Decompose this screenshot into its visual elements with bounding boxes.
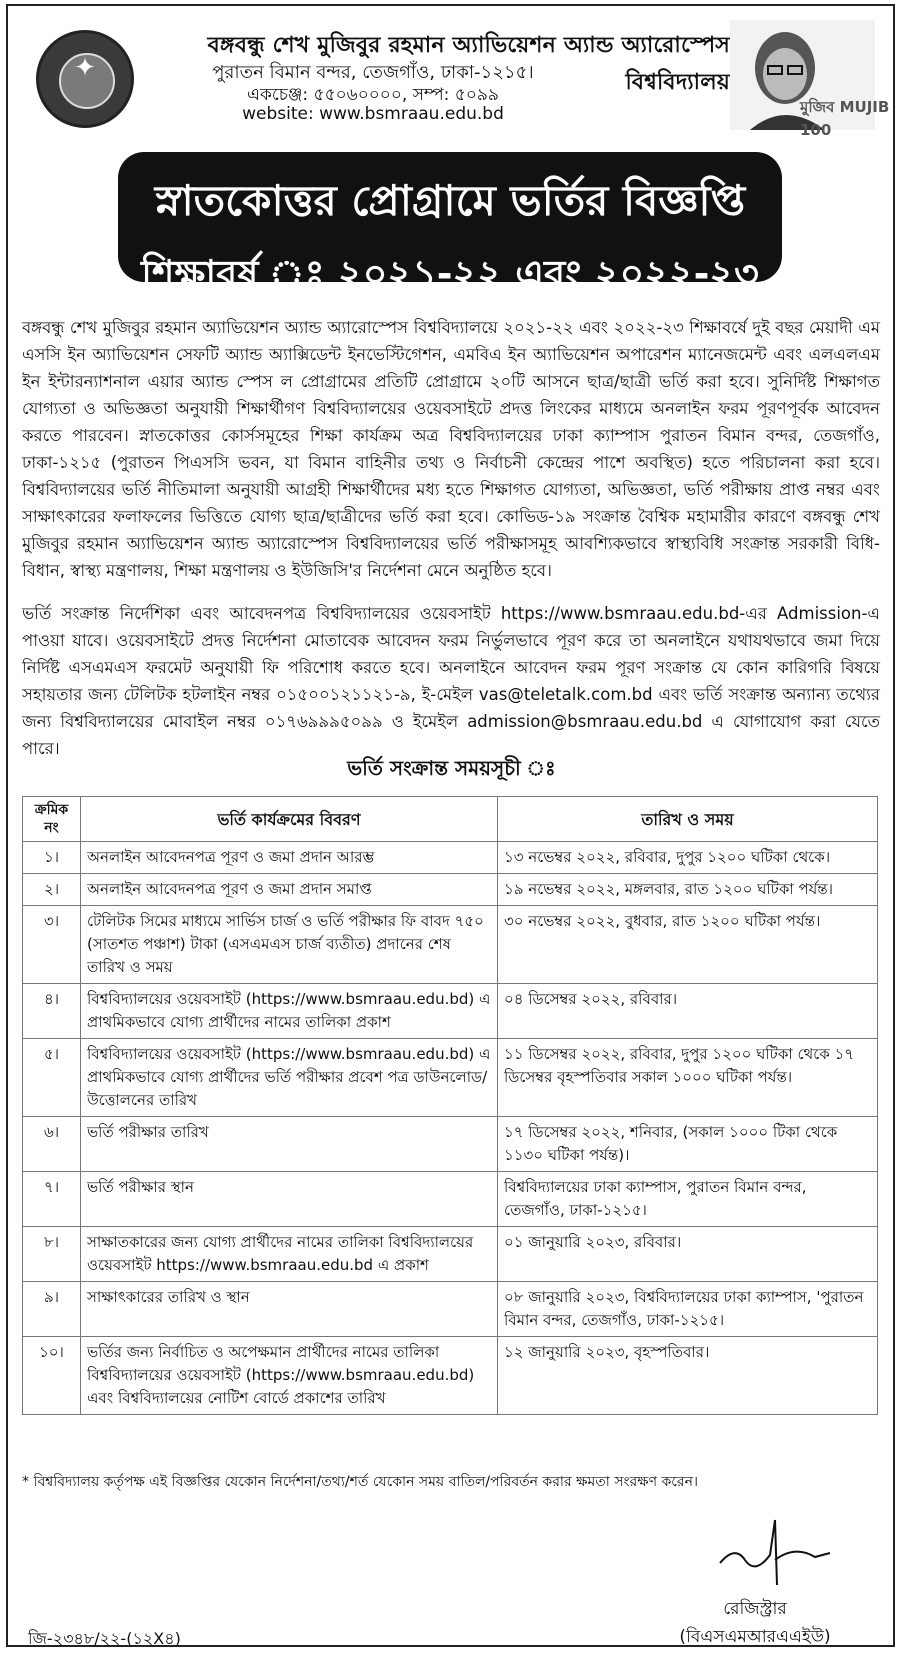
row-serial: ৫। [23, 1039, 81, 1117]
table-row [23, 1172, 878, 1227]
seal-star-icon: ✦ [74, 53, 96, 83]
row-description: সাক্ষাৎকারের তারিখ ও স্থান [81, 1282, 498, 1337]
disclaimer-note: * বিশ্ববিদ্যালয় কর্তৃপক্ষ এই বিজ্ঞপ্তির যেকোন নির্দেশনা/তথ্য/শর্ত যেকোন সময় বাতিল/পরিবর্তন করার ক্ষমতা সংরক্ষণ করেন। [22, 1474, 698, 1490]
row-serial: ২। [23, 874, 81, 906]
table-row [23, 1282, 878, 1337]
table-row [23, 1117, 878, 1172]
row-serial: ৩। [23, 906, 81, 984]
row-serial: ১। [23, 842, 81, 874]
row-serial: ৪। [23, 984, 81, 1039]
application-instructions-paragraph: ভর্তি সংক্রান্ত নির্দেশিকা এবং আবেদনপত্র বিশ্ববিদ্যালয়ের ওয়েবসাইট https://www.bsmraau.edu.bd-এর Admission-এ পাওয়া যাবে। ওয়েবসাইটে প্রদত্ত নির্দেশনা মোতাবেক আবেদন ফরম নির্ভুলভাবে পূরণ করে তা অনলাইনে যথাযথভাবে জমা দিয়ে নির্দিষ্ট এসএমএস ফরমেট অনুযায়ী ফি পরিশোধ করতে হবে। অনলাইনে আবেদন ফরম পূরণ সংক্রান্ত যে কোন কারিগরি বিষয়ে সহায়তার জন্য টেলিটক হটলাইন নম্বর ০১৫০০১২১১২১-৯, ই-মেইল vas@teletalk.com.bd এবং ভর্তি সংক্রান্ত অন্যান্য তথ্যের জন্য বিশ্ববিদ্যালয়ের মোবাইল নম্বর ০১৭৬৯৯৯৫০৯৯ ও ইমেইল admission@bsmraau.edu.bd এ যোগাযোগ করা যেতে পারে। [22, 604, 880, 758]
signatory-title: রেজিস্ট্রার [723, 1599, 787, 1619]
academic-year: শিক্ষাবর্ষ ঃ ২০২১-২২ এবং ২০২২-২৩ [141, 252, 759, 296]
row-serial: ৬। [23, 1117, 81, 1172]
row-date: ১৭ ডিসেম্বর ২০২২, শনিবার, (সকাল ১০০০ টিকা থেকে ১১৩০ ঘটিকা পর্যন্ত)। [498, 1117, 878, 1172]
row-description: অনলাইন আবেদনপত্র পূরণ ও জমা প্রদান সমাপ্ত [81, 874, 498, 906]
row-description: বিশ্ববিদ্যালয়ের ওয়েবসাইট (https://www.bsmraau.edu.bd) এ প্রাথমিকভাবে যোগ্য প্রার্থীদের নামের তালিকা প্রকাশ [81, 984, 498, 1039]
table-row [23, 1227, 878, 1282]
letterhead [0, 0, 903, 139]
registrar-signature-image [715, 1515, 835, 1590]
schedule-title: ভর্তি সংক্রান্ত সময়সূচী ঃ [347, 756, 556, 780]
notice-reference-number: জি-২৩৪৮/২২-(১২X৪) [28, 1629, 181, 1648]
table-header-row [23, 797, 878, 842]
university-seal-logo [36, 30, 134, 128]
table-row [23, 984, 878, 1039]
row-serial: ৯। [23, 1282, 81, 1337]
signatory-organization: (বিএসএমআরএএইউ) [679, 1627, 831, 1647]
notice-title-banner [118, 152, 782, 296]
table-row [23, 874, 878, 906]
row-date: ০৮ জানুয়ারি ২০২৩, বিশ্ববিদ্যালয়ের ঢাকা ক্যাম্পাস, 'পুরাতন বিমান বন্দর, তেজগাঁও, ঢাকা-১২১৫। [498, 1282, 878, 1337]
row-date: ১১ ডিসেম্বর ২০২২, রবিবার, দুপুর ১২০০ ঘটিকা থেকে ১৭ ডিসেম্বর বৃহস্পতিবার সকাল ১০০০ ঘটিকা পর্যন্ত। [498, 1039, 878, 1117]
row-date: ০১ জানুয়ারি ২০২৩, রবিবার। [498, 1227, 878, 1282]
university-website: website: www.bsmraau.edu.bd [242, 104, 504, 124]
row-description: ভর্তি পরীক্ষার স্থান [81, 1172, 498, 1227]
notice-title: স্নাতকোত্তর প্রোগ্রামে ভর্তির বিজ্ঞপ্তি [154, 176, 746, 225]
row-serial: ১০। [23, 1337, 81, 1415]
row-description: ভর্তি পরীক্ষার তারিখ [81, 1117, 498, 1172]
row-description: ভর্তির জন্য নির্বাচিত ও অপেক্ষমান প্রার্থীদের নামের তালিকা বিশ্ববিদ্যালয়ের ওয়েবসাইট (https://www.bsmraau.edu.bd) এবং বিশ্ববিদ্যালয়ের নোটিশ বোর্ডে প্রকাশের তারিখ [81, 1337, 498, 1415]
row-date: ১৯ নভেম্বর ২০২২, মঙ্গলবার, রাত ১২০০ ঘটিকা পর্যন্ত। [498, 874, 878, 906]
row-description: অনলাইন আবেদনপত্র পূরণ ও জমা প্রদান আরম্ভ [81, 842, 498, 874]
table-row [23, 906, 878, 984]
header-serial: ক্রমিক নং [23, 797, 81, 842]
university-name: বঙ্গবন্ধু শেখ মুজিবুর রহমান অ্যাভিয়েশন অ্যান্ড অ্যারোস্পেস বিশ্ববিদ্যালয় [207, 33, 730, 95]
row-date: ১৩ নভেম্বর ২০২২, রবিবার, দুপুর ১২০০ ঘটিকা থেকে। [498, 842, 878, 874]
university-phone: একচেঞ্জ: ৫৫০৬০০০০, সম্প: ৫০৯৯ [247, 85, 499, 105]
row-description: টেলিটক সিমের মাধ্যমে সার্ভিস চার্জ ও ভর্তি পরীক্ষার ফি বাবদ ৭৫০ (সাতশত পঞ্চাশ) টাকা (এসএমএস চার্জ ব্যতীত) প্রদানের শেষ তারিখ ও সময় [81, 906, 498, 984]
header-description: ভর্তি কার্যক্রমের বিবরণ [81, 797, 498, 842]
row-date: ০৪ ডিসেম্বর ২০২২, রবিবার। [498, 984, 878, 1039]
row-description: সাক্ষাতকারের জন্য যোগ্য প্রার্থীদের নামের তালিকা বিশ্ববিদ্যালয়ের ওয়েবসাইট https://www.bsmraau.edu.bd এ প্রকাশ [81, 1227, 498, 1282]
row-serial: ৭। [23, 1172, 81, 1227]
header-date-time: তারিখ ও সময় [498, 797, 878, 842]
admission-intro-paragraph: বঙ্গবন্ধু শেখ মুজিবুর রহমান অ্যাভিয়েশন অ্যান্ড অ্যারোস্পেস বিশ্ববিদ্যালয়ে ২০২১-২২ এবং ২০২২-২৩ শিক্ষাবর্ষে দুই বছর মেয়াদী এম এসসি ইন অ্যাভিয়েশন সেফটি অ্যান্ড অ্যাক্সিডেন্ট ইনভেস্টিগেশন, এমবিএ ইন অ্যাভিয়েশন অপারেশন ম্যানেজমেন্ট এবং এলএলএম ইন ইন্টারন্যাশনাল এয়ার অ্যান্ড স্পেস ল প্রোগ্রামের প্রতিটি প্রোগ্রামে ২০টি আসনে ছাত্র/ছাত্রী ভর্তি করা হবে। সুনির্দিষ্ট শিক্ষাগত যোগ্যতা ও অভিজ্ঞতা অনুযায়ী শিক্ষার্থীগণ বিশ্ববিদ্যালয়ের ওয়েবসাইটে প্রদত্ত লিংকের মাধ্যমে অনলাইন ফরম পূরণপূর্বক আবেদন করতে পারবেন। স্নাতকোত্তর কোর্সসমূহের শিক্ষা কার্যক্রম অত্র বিশ্ববিদ্যালয়ের ঢাকা ক্যাম্পাস পুরাতন বিমান বন্দর, তেজগাঁও, ঢাকা-১২১৫ (পুরাতন পিএসসি ভবন, যা বিমান বাহিনীর তথ্য ও নির্বাচনী কেন্দ্রের পাশে অবস্থিত) হতে পরিচালনা করা হবে। বিশ্ববিদ্যালয়ের ভর্তি নীতিমালা অনুযায়ী আগ্রহী শিক্ষার্থীদের মধ্য হতে শিক্ষাগত যোগ্যতা, অভিজ্ঞতা, ভর্তি পরীক্ষায় প্রাপ্ত নম্বর এবং সাক্ষাৎকারের ফলাফলের ভিত্তিতে যোগ্য ছাত্র/ছাত্রীদের ভর্তি করা হবে। কোভিড-১৯ সংক্রান্ত বৈশ্বিক মহামারীর কারণে বঙ্গবন্ধু শেখ মুজিবুর রহমান অ্যাভিয়েশন অ্যান্ড অ্যারোস্পেস বিশ্ববিদ্যালয়ের ভর্তি পরীক্ষাসমূহ আবশ্যিকভাবে স্বাস্থ্যবিধি সংক্রান্ত সরকারী বিধি-বিধান, স্বাস্থ্য মন্ত্রণালয়, শিক্ষা মন্ত্রণালয় ও ইউজিসি'র নির্দেশনা মেনে অনুষ্ঠিত হবে। [22, 318, 880, 580]
row-date: ১২ জানুয়ারি ২০২৩, বৃহস্পতিবার। [498, 1337, 878, 1415]
table-row [23, 842, 878, 874]
row-description: বিশ্ববিদ্যালয়ের ওয়েবসাইট (https://www.bsmraau.edu.bd) এ প্রাথমিকভাবে যোগ্য প্রার্থীদের ভর্তি পরীক্ষার প্রবেশ পত্র ডাউনলোড/ উত্তোলনের তারিখ [81, 1039, 498, 1117]
row-serial: ৮। [23, 1227, 81, 1282]
mujib-100-caption: মুজিব MUJIB 100 [800, 98, 890, 139]
admission-schedule-table [22, 796, 878, 1415]
row-date: বিশ্ববিদ্যালয়ের ঢাকা ক্যাম্পাস, পুরাতন বিমান বন্দর, তেজগাঁও, ঢাকা-১২১৫। [498, 1172, 878, 1227]
table-row [23, 1039, 878, 1117]
university-address: পুরাতন বিমান বন্দর, তেজগাঁও, ঢাকা-১২১৫। [212, 62, 534, 83]
row-date: ৩০ নভেম্বর ২০২২, বুধবার, রাত ১২০০ ঘটিকা পর্যন্ত। [498, 906, 878, 984]
table-row [23, 1337, 878, 1415]
